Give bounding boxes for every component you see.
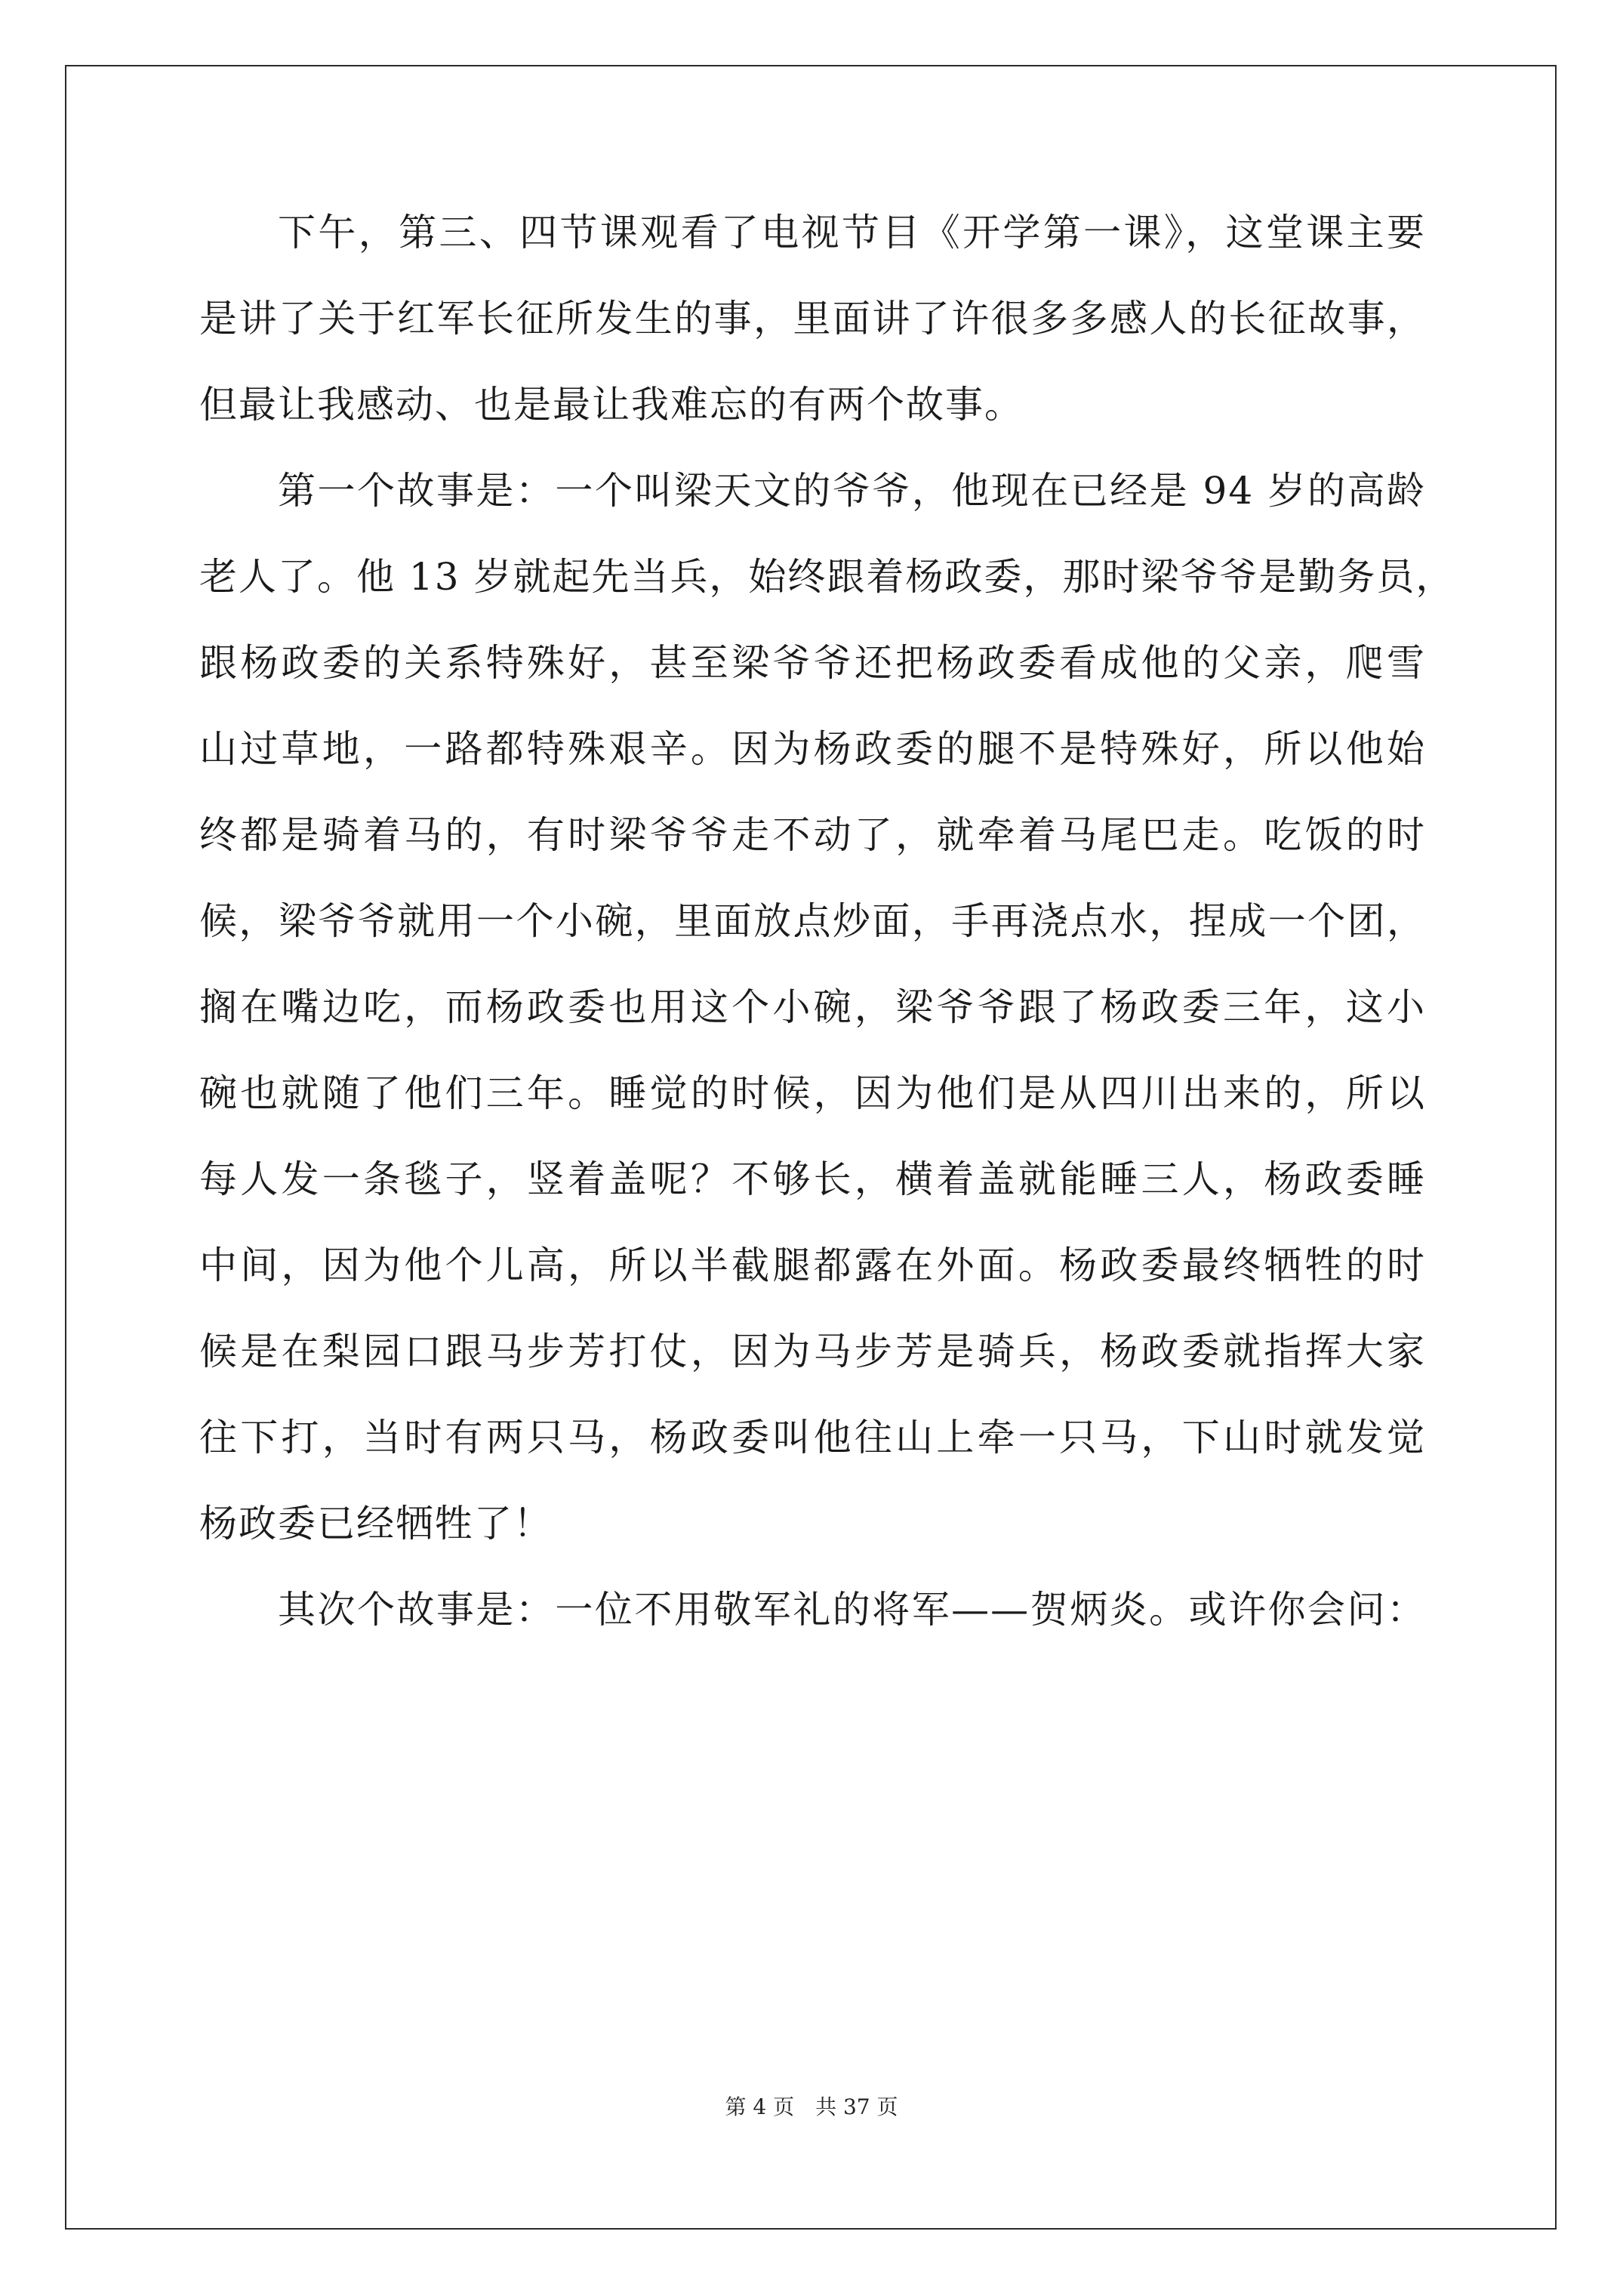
paragraph-line: 第一个故事是：一个叫梁天文的爷爷，他现在已经是 94 岁的高龄 [278, 469, 1426, 513]
paragraph-line: 杨政委已经牺牲了！ [199, 1502, 553, 1546]
page-number: 第 4 页 [725, 2094, 795, 2119]
paragraph-line: 搁在嘴边吃，而杨政委也用这个小碗，梁爷爷跟了杨政委三年，这小 [199, 985, 1426, 1029]
paragraph-line: 中间，因为他个儿高，所以半截腿都露在外面。杨政委最终牺牲的时 [199, 1244, 1426, 1287]
paragraph-line: 跟杨政委的关系特殊好，甚至梁爷爷还把杨政委看成他的父亲，爬雪 [199, 641, 1426, 685]
paragraph-line: 是讲了关于红军长征所发生的事，里面讲了许很多多感人的长征故事， [199, 297, 1426, 341]
paragraph-line: 候，梁爷爷就用一个小碗，里面放点炒面，手再浇点水，捏成一个团， [199, 899, 1426, 943]
paragraph-line: 老人了。他 13 岁就起先当兵，始终跟着杨政委，那时梁爷爷是勤务员， [199, 555, 1455, 599]
page-total: 共 37 页 [815, 2094, 898, 2119]
document-body [199, 211, 1455, 1675]
paragraph-line: 山过草地，一路都特殊艰辛。因为杨政委的腿不是特殊好，所以他始 [199, 727, 1426, 771]
paragraph-line: 候是在梨园口跟马步芳打仗，因为马步芳是骑兵，杨政委就指挥大家 [199, 1330, 1426, 1373]
paragraph-line: 下午，第三、四节课观看了电视节目《开学第一课》，这堂课主要 [278, 211, 1426, 254]
paragraph-line: 终都是骑着马的，有时梁爷爷走不动了，就牵着马尾巴走。吃饭的时 [199, 813, 1426, 857]
page-footer [0, 2094, 1623, 2120]
paragraph-line: 往下打，当时有两只马，杨政委叫他往山上牵一只马，下山时就发觉 [199, 1416, 1426, 1459]
paragraph-line: 但最让我感动、也是最让我难忘的有两个故事。 [199, 383, 1024, 427]
paragraph-line: 碗也就随了他们三年。睡觉的时候，因为他们是从四川出来的，所以 [199, 1071, 1426, 1115]
paragraph-line: 其次个故事是：一位不用敬军礼的将军——贺炳炎。或许你会问： [278, 1588, 1426, 1632]
paragraph-line: 每人发一条毯子，竖着盖呢？不够长，横着盖就能睡三人，杨政委睡 [199, 1157, 1426, 1201]
